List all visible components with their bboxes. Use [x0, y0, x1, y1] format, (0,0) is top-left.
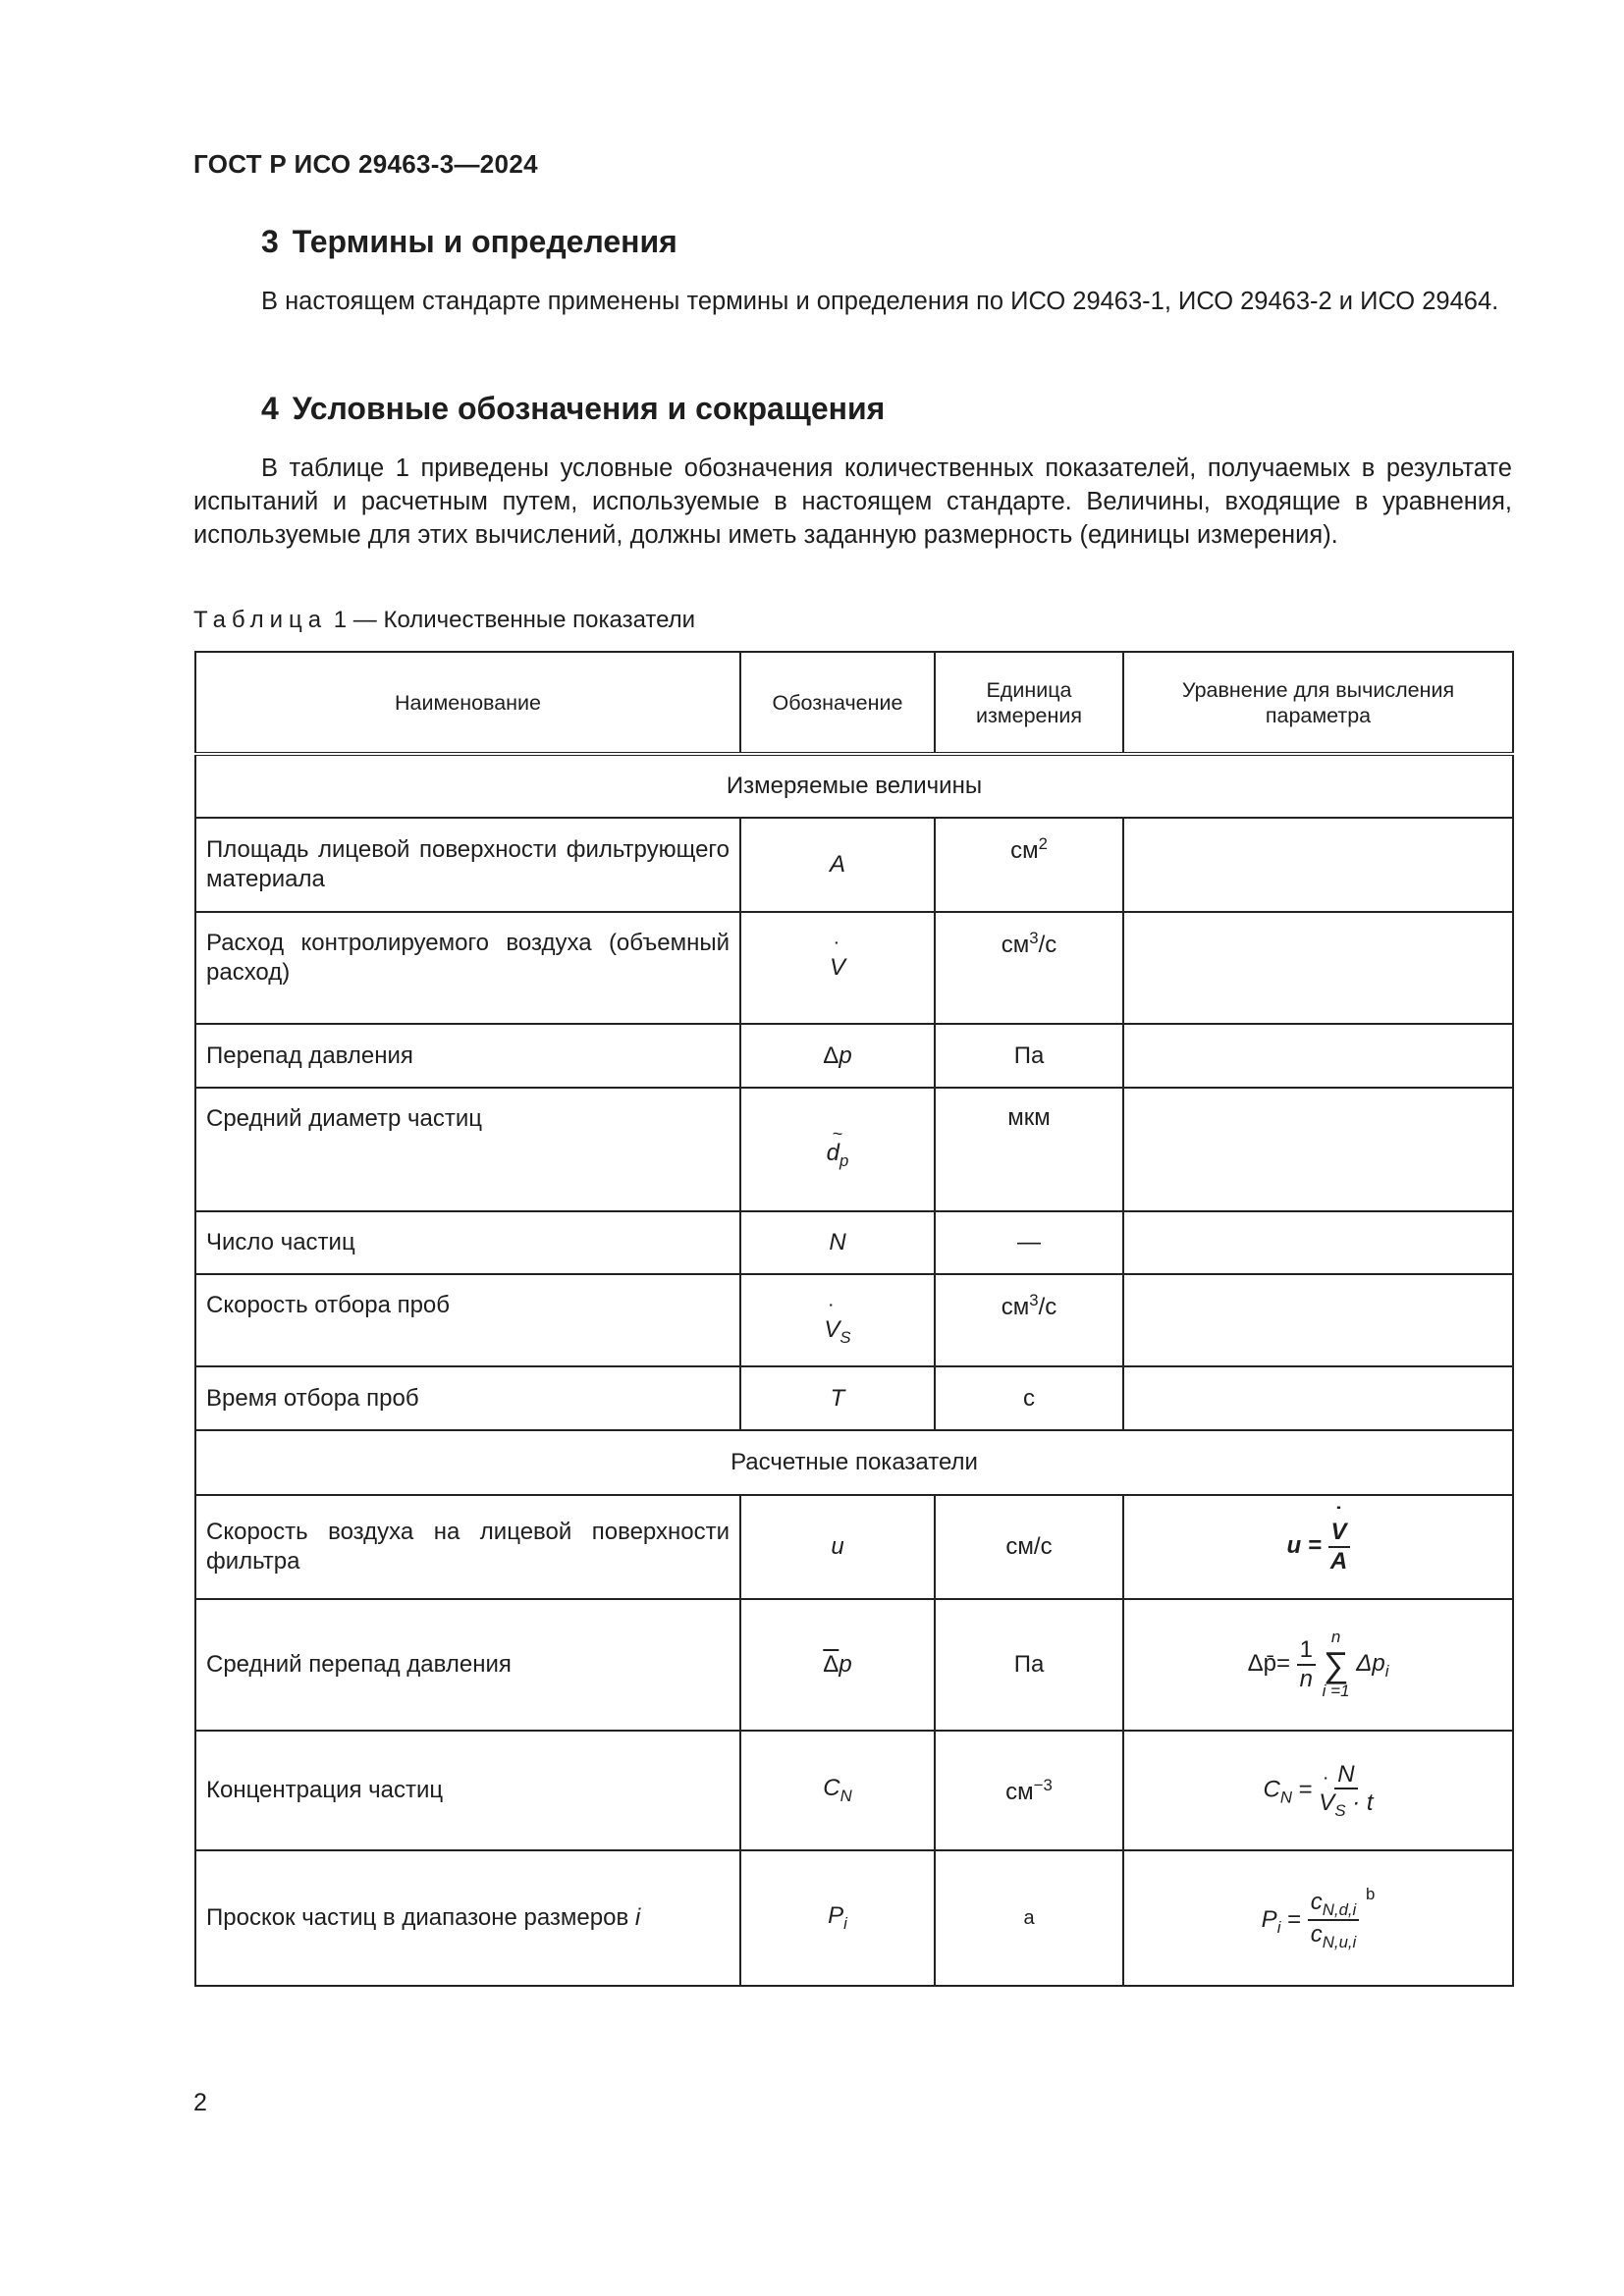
unit-tail: /с	[1038, 932, 1057, 958]
section-measured: Измеряемые величины	[195, 754, 1513, 818]
eq-fraction	[1319, 1761, 1373, 1821]
eq-fraction	[1297, 1636, 1316, 1692]
row-equation	[1123, 1731, 1513, 1850]
unit-base: см	[1005, 1778, 1034, 1805]
eq-lhs-sub: N	[1279, 1788, 1292, 1807]
unit-sup: 3	[1029, 1291, 1039, 1309]
page-number: 2	[193, 2089, 207, 2116]
row-unit	[935, 912, 1123, 1024]
table-row	[195, 818, 1513, 912]
table-row	[195, 1731, 1513, 1850]
row-name: Скорость воздуха на лицевой поверхности фильтра	[195, 1495, 740, 1599]
table-row	[195, 1850, 1513, 1986]
row-unit: —	[935, 1211, 1123, 1274]
header-symbol: Обозначение	[740, 652, 935, 754]
symbol-sub: p	[839, 1150, 849, 1170]
row-equation	[1123, 1366, 1513, 1430]
eq-denominator: ˙ V	[1319, 1789, 1334, 1817]
eq-lhs-sub: i	[1276, 1917, 1281, 1937]
row-symbol	[740, 912, 935, 1024]
table-row	[195, 1088, 1513, 1211]
row-equation	[1123, 1024, 1513, 1088]
eq-denominator: n	[1299, 1666, 1313, 1692]
row-equation	[1123, 912, 1513, 1024]
symbol-accent: ~	[832, 1123, 843, 1144]
row-unit: Па	[935, 1024, 1123, 1088]
unit-sup: −3	[1033, 1775, 1053, 1794]
unit-base: см	[1010, 837, 1039, 864]
section-3-text: В настоящем стандарте применены термины и определения по ИСО 29463-1, ИСО 29463-2 и ИСО 29464.	[261, 288, 1499, 315]
eq-lhs: C	[1263, 1776, 1280, 1803]
table-row	[195, 1024, 1513, 1088]
section-4-text: В таблице 1 приведены условные обозначения количественных показателей, получаемых в результате испытаний и расчетным путем, используемые в настоящем стандарте. Величины, входящие в уравнения, используемые для этих вычислений, должны иметь заданную размерность (единицы измерения).	[193, 454, 1512, 549]
table-caption-word: Таблица	[193, 607, 328, 633]
symbol-sub: i	[843, 1913, 847, 1933]
eq-fraction	[1328, 1519, 1350, 1575]
symbol-sub: S	[839, 1327, 851, 1347]
row-equation	[1123, 1088, 1513, 1211]
table-caption	[193, 607, 695, 634]
eq-lhs: P	[1261, 1905, 1277, 1933]
table-section-row	[195, 1430, 1513, 1495]
row-equation	[1123, 1599, 1513, 1731]
table-row	[195, 912, 1513, 1024]
quantities-table	[194, 651, 1514, 1987]
row-symbol	[740, 1599, 935, 1731]
eq-term-sub: i	[1384, 1662, 1389, 1682]
row-unit: с	[935, 1366, 1123, 1430]
header-equation: Уравнение для вычисления параметра	[1123, 652, 1513, 754]
eq-equals: =	[1287, 1905, 1302, 1933]
section-4-heading	[261, 391, 885, 427]
row-symbol	[740, 1850, 935, 1986]
eq-equals: =	[1298, 1776, 1313, 1803]
row-name: Концентрация частиц	[195, 1731, 740, 1850]
table-caption-text: 1 — Количественные показатели	[333, 607, 696, 633]
eq-lhs: u =	[1286, 1532, 1322, 1560]
symbol-prefix: $\overline{\Delta}$	[823, 1651, 839, 1678]
section-4-number: 4	[261, 391, 279, 426]
section-3-number: 3	[261, 224, 279, 259]
document-header: ГОСТ Р ИСО 29463-3—2024	[193, 149, 538, 179]
section-4-title: Условные обозначения и сокращения	[292, 391, 886, 426]
section-3-title: Термины и определения	[292, 224, 677, 259]
eq-fraction	[1308, 1889, 1360, 1951]
eq-denominator-sub: S	[1334, 1801, 1346, 1821]
table-row	[195, 1211, 1513, 1274]
row-name: Средний перепад давления	[195, 1599, 740, 1731]
row-unit	[935, 1731, 1123, 1850]
table-section-row	[195, 754, 1513, 818]
symbol-main: P	[828, 1902, 844, 1930]
row-name: Расход контролируемого воздуха (объемный расход)	[195, 912, 740, 1024]
row-symbol	[740, 1274, 935, 1366]
row-name: Время отбора проб	[195, 1366, 740, 1430]
unit-sup: 3	[1029, 929, 1039, 947]
symbol-main: p	[839, 1651, 852, 1678]
unit-base: см	[1001, 1294, 1030, 1320]
table-row	[195, 1366, 1513, 1430]
unit-sup: 2	[1038, 834, 1048, 853]
row-equation	[1123, 1495, 1513, 1599]
table-header-row	[195, 652, 1513, 754]
eq-denominator: A	[1329, 1548, 1348, 1575]
eq-numerator: N	[1334, 1761, 1357, 1790]
row-equation	[1123, 1274, 1513, 1366]
symbol-main: C	[823, 1775, 840, 1802]
section-calculated: Расчетные показатели	[195, 1430, 1513, 1495]
row-symbol: T	[740, 1366, 935, 1430]
row-unit	[935, 1274, 1123, 1366]
table-row	[195, 1599, 1513, 1731]
eq-denominator-group	[1319, 1789, 1373, 1820]
row-unit	[935, 818, 1123, 912]
eq-footnote: b	[1365, 1884, 1376, 1903]
row-symbol: A	[740, 818, 935, 912]
row-symbol: N	[740, 1211, 935, 1274]
eq-term: Δp	[1356, 1650, 1385, 1678]
row-name: Средний диаметр частиц	[195, 1088, 740, 1211]
unit-footnote: a	[1023, 1906, 1035, 1929]
symbol-main: ˙ V	[824, 1316, 839, 1344]
eq-numerator: 1	[1297, 1636, 1316, 1666]
symbol-main: ˙ V	[830, 954, 845, 982]
row-unit	[935, 1850, 1123, 1986]
row-name: Перепад давления	[195, 1024, 740, 1088]
row-symbol	[740, 1731, 935, 1850]
row-symbol: u	[740, 1495, 935, 1599]
eq-denominator: c	[1310, 1921, 1323, 1949]
row-unit: см/с	[935, 1495, 1123, 1599]
row-equation	[1123, 1211, 1513, 1274]
eq-denominator-tail: · t	[1352, 1789, 1374, 1817]
unit-base: см	[1001, 932, 1030, 958]
symbol-main: p	[839, 1041, 852, 1069]
header-name: Наименование	[195, 652, 740, 754]
eq-numerator-sub: N,d,i	[1322, 1899, 1357, 1919]
symbol-sub: N	[839, 1786, 852, 1805]
row-name	[195, 1850, 740, 1986]
row-name-italic: i	[634, 1904, 641, 1931]
eq-numerator: c	[1310, 1889, 1323, 1916]
symbol-main: d	[826, 1139, 839, 1166]
row-equation	[1123, 818, 1513, 912]
eq-denominator-sub: N,u,i	[1322, 1933, 1357, 1952]
row-name: Площадь лицевой поверхности фильтрующего материала	[195, 818, 740, 912]
row-name-text: Проскок частиц в диапазоне размеров	[206, 1904, 629, 1931]
section-3-heading	[261, 224, 677, 260]
row-symbol	[740, 1088, 935, 1211]
row-symbol	[740, 1024, 935, 1088]
unit-tail: /с	[1038, 1294, 1057, 1320]
row-unit: мкм	[935, 1088, 1123, 1211]
eq-sum-top: n	[1330, 1628, 1341, 1647]
eq-numerator: ˙ V	[1331, 1519, 1347, 1546]
header-unit: Единица измерения	[935, 652, 1123, 754]
table-row	[195, 1495, 1513, 1599]
row-equation	[1123, 1850, 1513, 1986]
eq-lhs: Δp̄=	[1247, 1650, 1290, 1678]
row-name: Число частиц	[195, 1211, 740, 1274]
table-row	[195, 1274, 1513, 1366]
eq-sum-bottom: i =1	[1322, 1682, 1350, 1700]
row-name: Скорость отбора проб	[195, 1274, 740, 1366]
row-unit: Па	[935, 1599, 1123, 1731]
eq-sum: n ∑ i =1	[1322, 1628, 1350, 1700]
symbol-prefix: Δ	[823, 1041, 839, 1069]
